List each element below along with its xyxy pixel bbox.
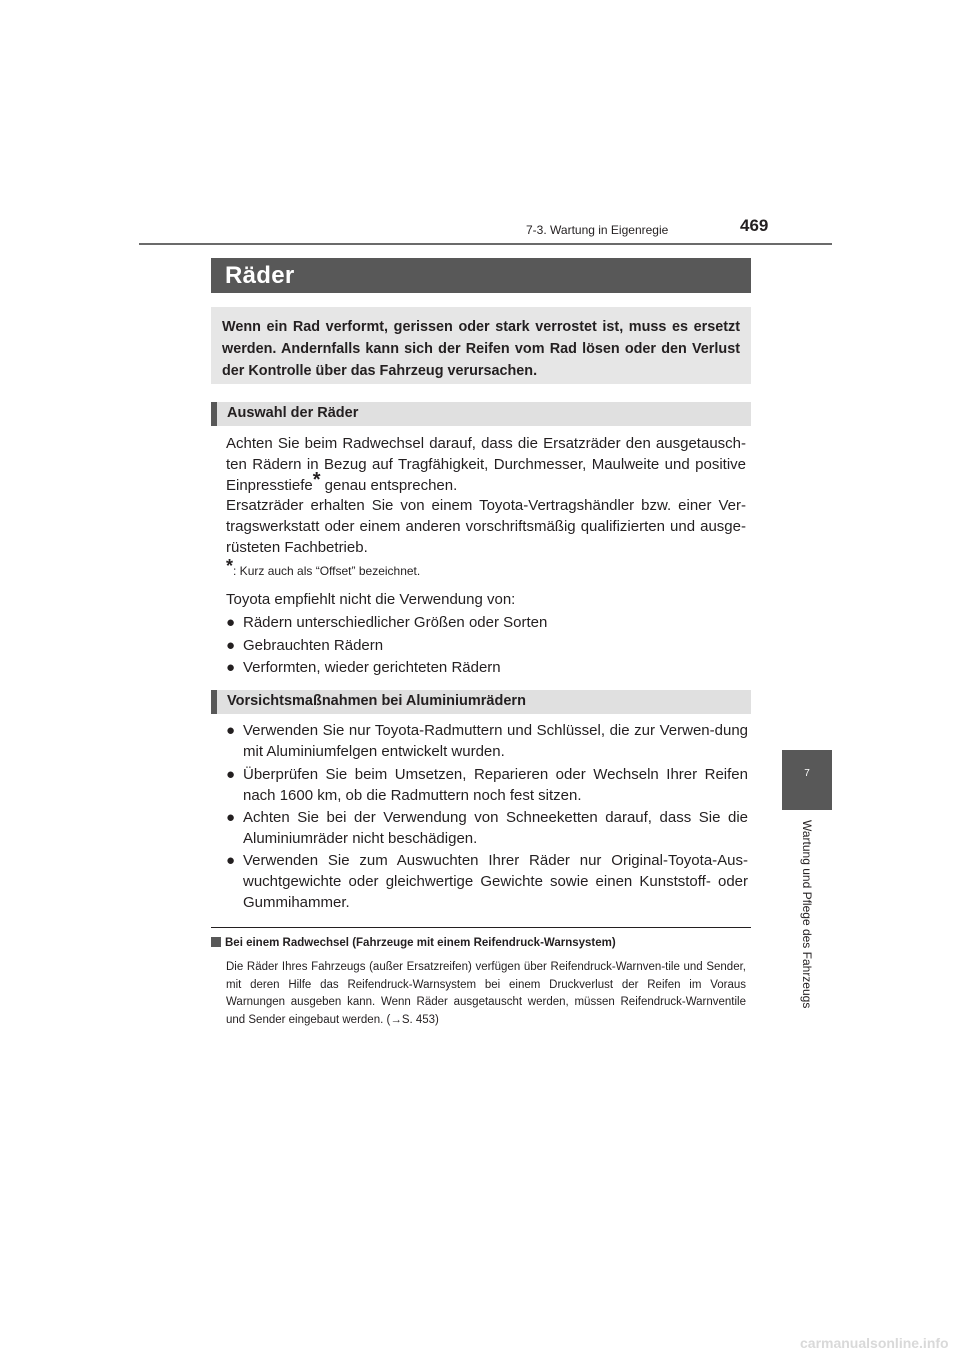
note-title [211,937,616,949]
header-section-label: 7-3. Wartung in Eigenregie [526,223,669,237]
list-item [226,850,748,913]
list-item-text: Verwenden Sie zum Auswuchten Ihrer Räder nur Original-Toyota-Aus-wuchtgewichte oder gleichwertige Gewichte sowie einen Kunststoff- oder Gummihammer. [243,852,748,911]
bullet-icon: ● [226,809,236,826]
footnote-marker: * [312,469,321,491]
header-rule [139,243,832,245]
page-title: Räder [225,262,295,289]
list-item [226,635,748,656]
bullet-icon: ● [226,659,236,676]
list-item [226,657,748,678]
chapter-number: 7 [804,768,810,779]
bullet-icon: ● [226,614,236,631]
list-item [226,720,748,762]
bullet-icon: ● [226,852,236,869]
list-item-text: Verwenden Sie nur Toyota-Radmuttern und Schlüssel, die zur Verwen-dung mit Aluminiumfelgen entwickelt wurden. [243,722,748,760]
square-bullet-icon [211,937,221,947]
watermark: carmanualsonline.info [800,1335,949,1351]
list-item-text: Achten Sie bei der Verwendung von Schneeketten darauf, dass Sie die Aluminiumräder nicht beschädigen. [243,809,748,847]
chapter-title-vertical: Wartung und Pflege des Fahrzeugs [800,820,814,1009]
chapter-tab [782,750,832,810]
intro-text: Wenn ein Rad verformt, gerissen oder stark verrostet ist, muss es ersetzt werden. Andernfalls kann sich der Reifen vom Rad lösen oder den Verlust der Kontrolle über das Fahrzeug verursachen. [222,319,740,379]
section-heading-text: Auswahl der Räder [227,405,359,421]
note-title-text: Bei einem Radwechsel (Fahrzeuge mit einem Reifendruck-Warnsystem) [225,937,616,949]
page-title-bar [211,258,751,293]
footnote [226,556,421,580]
note-body: Die Räder Ihres Fahrzeugs (außer Ersatzreifen) verfügen über Reifendruck-Warnven-tile und Sender, mit deren Hilfe das Reifendruck-Warnsystem bei einem Druckverlust der Reifen im Voraus Warnungen ausgeben kann. Wenn Räder ausgetauscht werden, müssen Reifendruck-Warnventile und Sender eingebaut werden. (→S. 453) [226,961,746,1026]
footnote-text: : Kurz auch als “Offset” bezeichnet. [233,564,421,578]
list-item-text: Verformten, wieder gerichteten Rädern [243,659,501,676]
list-item-text: Überprüfen Sie beim Umsetzen, Reparieren oder Wechseln Ihrer Reifen nach 1600 km, ob die Radmuttern noch fest sitzen. [243,766,748,804]
paragraph-recommend: Toyota empfiehlt nicht die Verwendung von: [226,591,516,608]
page-number: 469 [740,216,769,235]
section-heading-wheel-selection [211,402,751,426]
note-divider [211,927,751,928]
footnote-marker: * [226,556,234,576]
list-item [226,612,748,633]
paragraph-text: Achten Sie beim Radwechsel darauf, dass die Ersatzräder den ausgetausch-ten Rädern in Bezug auf Tragfähigkeit, Durchmesser, Maulweite und positive Einpresstiefe [226,435,746,494]
paragraph-wheel-spec [226,433,746,496]
list-item [226,764,748,806]
section-heading-text: Vorsichtsmaßnahmen bei Aluminiumrädern [227,693,526,709]
intro-box [211,307,751,384]
list-item-text: Gebrauchten Rädern [243,637,384,654]
paragraph-text: genau entsprechen. [320,477,458,494]
list-item [226,807,748,849]
bullet-icon: ● [226,637,236,654]
list-item-text: Rädern unterschiedlicher Größen oder Sorten [243,614,548,631]
section-heading-aluminum-wheels [211,690,751,714]
paragraph-dealer: Ersatzräder erhalten Sie von einem Toyota-Vertragshändler bzw. einer Ver-tragswerkstatt oder einem anderen vorschriftsmäßig qualifizierten und ausge-rüsteten Fachbetrieb. [226,497,746,556]
bullet-icon: ● [226,722,236,739]
bullet-icon: ● [226,766,236,783]
